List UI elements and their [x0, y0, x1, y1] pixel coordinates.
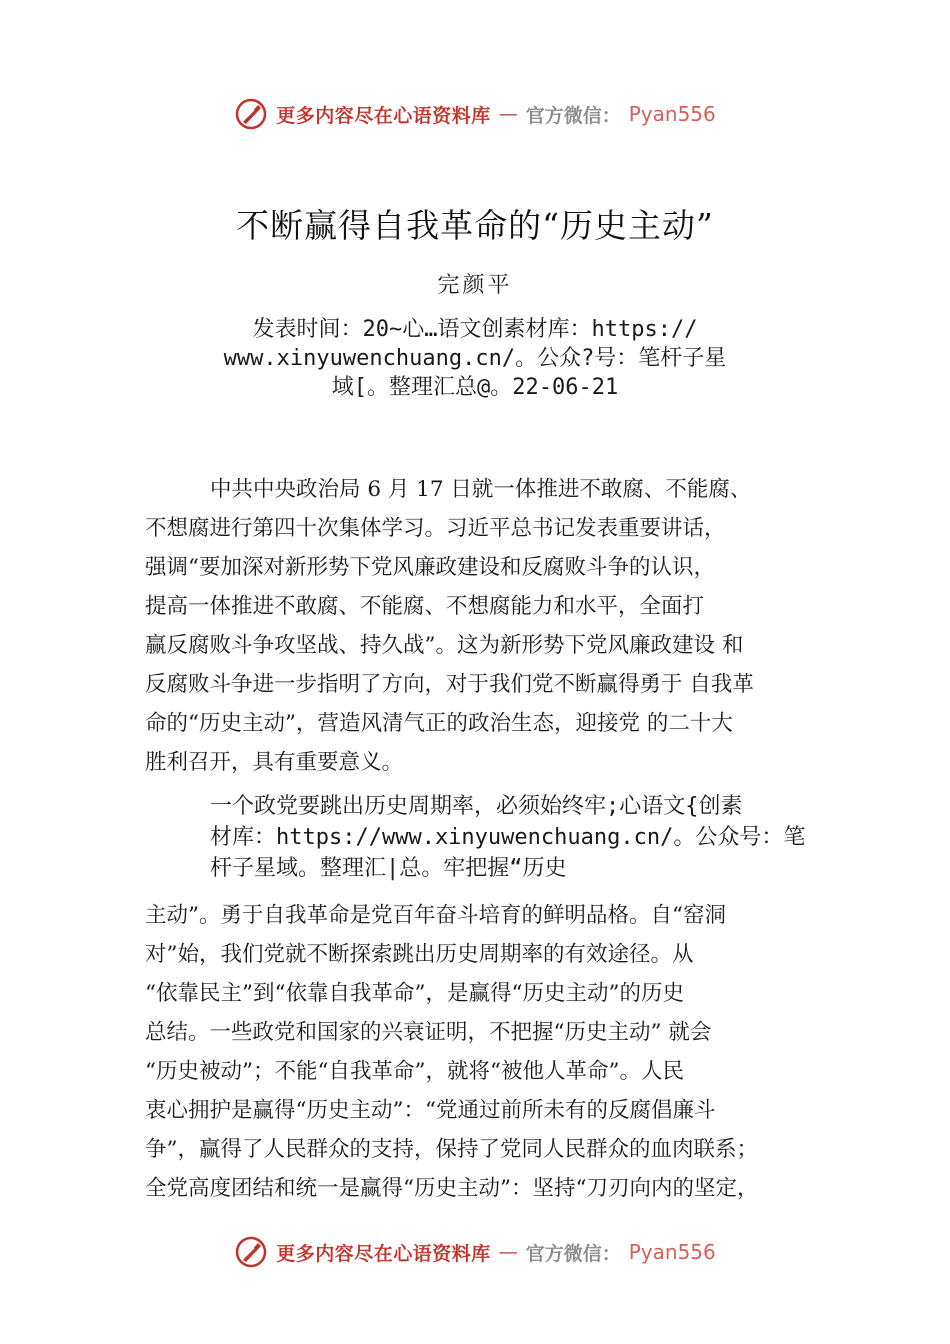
paragraph-2	[145, 791, 845, 884]
text-line: 主动”。勇于自我革命是党百年奋斗培育的鲜明品格。自“窑洞	[145, 903, 726, 928]
text-line: 争”，赢得了人民群众的支持，保持了党同人民群众的血肉联系；	[145, 1137, 758, 1162]
article-title: 不断赢得自我革命的“历史主动”	[236, 206, 714, 245]
text-line: 衷心拥护是赢得“历史主动”：“党通过前所未有的反腐倡廉斗	[145, 1098, 716, 1123]
text-line: 材库：https://www.xinyuwenchuang.cn/。公众号：笔	[210, 825, 806, 850]
text-line: 杆子星域。整理汇|总。牢把握“历史	[210, 856, 567, 881]
text-line: “依靠民主”到“依靠自我革命”，是赢得“历史主动”的历史	[145, 981, 684, 1006]
banner-wechat-label: 官方微信：	[525, 1242, 621, 1265]
banner-main-text: 更多内容尽在心语资料库	[276, 1242, 491, 1265]
text-line: 强调“要加深对新形势下党风廉政建设和反腐败斗争的认识，	[145, 555, 715, 580]
banner-wechat-label: 官方微信：	[525, 104, 621, 127]
quill-pen-logo-icon	[234, 1235, 268, 1269]
text-line: 提高一体推进不敢腐、不能腐、不想腐能力和水平，全面打	[145, 594, 705, 619]
banner-main-text: 更多内容尽在心语资料库	[276, 104, 491, 127]
text-line: 总结。一些政党和国家的兴衰证明，不把握“历史主动” 就会	[145, 1020, 712, 1045]
text-line: 对”始，我们党就不断探索跳出历史周期率的有效途径。从	[145, 942, 694, 967]
header-banner	[0, 94, 950, 134]
banner-dash: —	[498, 1241, 518, 1263]
footer-banner	[0, 1232, 950, 1272]
article-author: 完颜平	[437, 273, 513, 298]
text-line: 中共中央政治局 6 月 17 日就一体推进不敢腐、不能腐、	[210, 477, 752, 502]
text-line: 不想腐进行第四十次集体学习。习近平总书记发表重要讲话，	[145, 516, 726, 541]
text-line: 胜利召开，具有重要意义。	[145, 750, 404, 775]
text-line: 全党高度团结和统一是赢得“历史主动”：坚持“刀刃向内的坚定，	[145, 1176, 759, 1201]
paragraph-3	[145, 896, 845, 1208]
banner-dash: —	[498, 103, 518, 125]
meta-line: 发表时间：20~心…语文创素材库：https://	[252, 317, 698, 342]
quill-pen-logo-icon	[234, 97, 268, 131]
paragraph-1	[145, 470, 845, 782]
text-line: 赢反腐败斗争攻坚战、持久战”。这为新形势下党风廉政建设 和	[145, 633, 744, 658]
text-line: 反腐败斗争进一步指明了方向，对于我们党不断赢得勇于 自我革	[145, 672, 754, 697]
text-line: 一个政党要跳出历史周期率，必须始终牢;心语文{创素	[210, 794, 743, 819]
meta-line: 域[。整理汇总@。22-06-21	[331, 375, 619, 400]
article-meta	[200, 315, 750, 402]
banner-wechat-id: Pyan556	[628, 1240, 716, 1264]
banner-wechat-id: Pyan556	[628, 102, 716, 126]
text-line: 命的“历史主动”，营造风清气正的政治生态，迎接党 的二十大	[145, 711, 733, 736]
text-line: “历史被动”；不能“自我革命”，就将“被他人革命”。人民	[145, 1059, 684, 1084]
meta-line: www.xinyuwenchuang.cn/。公众?号：笔杆子星	[223, 346, 727, 371]
